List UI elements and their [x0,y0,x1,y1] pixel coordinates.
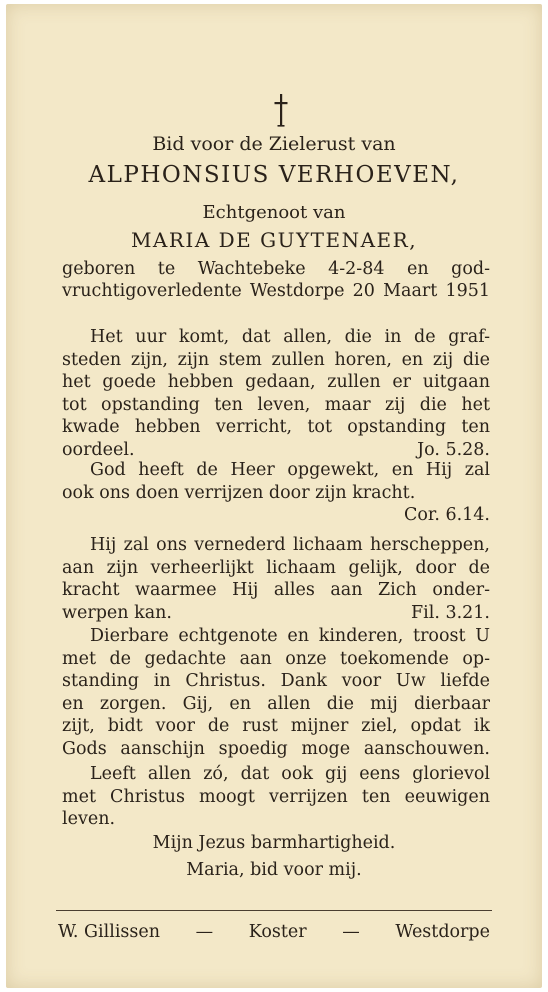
spouse-name: MARIA DE GUYTENAER, [130,228,418,252]
scripture-ref: Fil. 3.21. [411,602,490,623]
deceased-name: ALPHONSIUS VERHOEVEN, [88,162,460,188]
cross-icon [271,92,291,128]
birth-line-1: geboren te Wachtebeke 4-2-84 en god- [62,259,490,279]
footer [58,922,490,942]
passage-2 [62,459,490,527]
passage-line: tot opstanding ten leven, maar zij die het [62,394,490,415]
passage-line: oordeel. Jo. 5.28. [62,439,490,460]
footer-dash: — [195,922,214,942]
passage-5 [62,763,490,831]
passage-line: Hij zal ons vernederd lichaam herscheppen, [90,535,490,555]
passage-line: leven. [62,809,116,829]
passage-line: Gods aanschijn spoedig moge aanschouwen. [62,738,490,759]
footer-dash: — [342,922,360,942]
printer-role: Koster [248,922,307,942]
passage-line: Het uur komt, dat allen, die in de graf- [90,327,490,347]
closing-prayer-1: Mijn Jezus barmhartigheid. [152,833,396,853]
passage-line: steden zijn, zijn stem zullen horen, en zij die [62,349,490,370]
passage-4 [62,625,490,760]
passage-line: het goede hebben gedaan, zullen er uitgaan [62,372,490,392]
passage-line: God heeft de Heer opgewekt, en Hij zal [90,460,490,480]
closing-prayer-2: Maria, bid voor mij. [186,860,362,880]
passage-line: aan zijn verheerlijkt lichaam gelijk, door de [62,557,490,578]
passage-1 [62,326,490,461]
spouse-intro: Echtgenoot van [202,202,346,223]
passage-line: standing in Christus. Dank voor Uw liefde [62,671,490,691]
printer-name: W. Gillissen [58,922,161,942]
passage-line: Leeft allen zó, dat ook gij eens glorievol [90,764,490,784]
printer-place: Westdorpe [395,922,490,942]
passage-line: werpen kan. Fil. 3.21. [62,602,490,623]
passage-line: met de gedachte aan onze toekomende op- [62,648,490,669]
passage-line: zijt, bidt voor de rust mijner ziel, opdat ik [62,716,490,736]
scripture-ref: Cor. 6.14. [403,505,490,525]
passage-3 [62,534,490,624]
passage-line: en zorgen. Gij, en allen die mij dierbaar [62,693,490,714]
footer-divider [56,910,492,911]
prayer-intro: Bid voor de Zielerust van [152,133,396,155]
passage-line: kracht waarmee Hij alles aan Zich onder- [62,580,490,600]
passage-line: kwade hebben verricht, tot opstanding ten [62,417,490,437]
birth-line-2: vruchtigoverledente Westdorpe 20 Maart 1951 [62,281,490,301]
passage-line: met Christus moogt verrijzen ten eeuwigen [62,786,490,807]
memorial-card [6,4,542,988]
scripture-ref: Jo. 5.28. [417,439,490,460]
passage-line: Dierbare echtgenote en kinderen, troost U [90,626,490,646]
passage-line: ook ons doen verrijzen door zijn kracht. [62,482,416,503]
